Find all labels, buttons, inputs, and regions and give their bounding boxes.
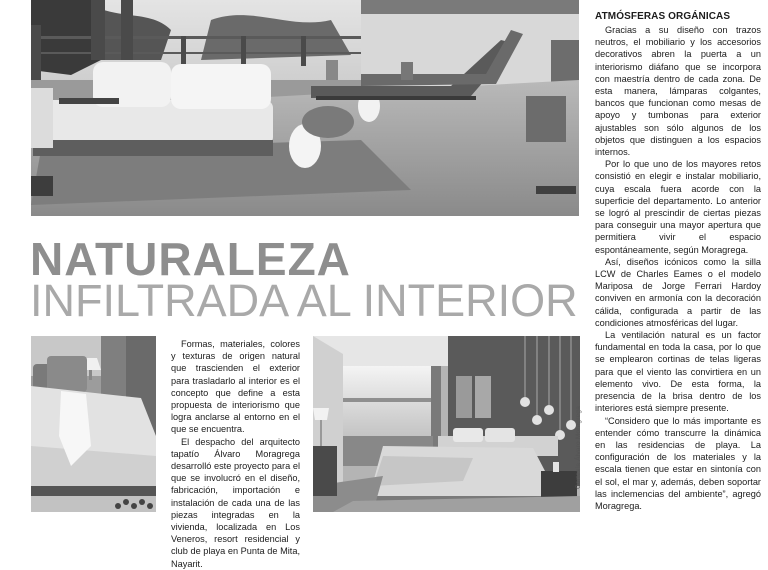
photo-credit: Cortesía Álvaro Moragrega xyxy=(575,405,582,489)
hero-photo-terrace xyxy=(31,0,579,216)
middle-paragraph-2: El despacho del arquitecto tapatío Álvaro Moragrega desarrolló este proyecto para el que se involucró en el diseño, fabricación, importación e instalación de cada una de las piezas integradas en la vivienda, localizada en Los Veneros, resort residencial y club de playa en Punta de Mita, Nayarit. xyxy=(171,436,300,569)
right-paragraph-1: Gracias a su diseño con trazos neutros, el mobiliario y los accesorios decorativos abren la puerta a un interiorismo diáfano que se incorpora con maestría dentro de cada zona. De esta manera, lámparas colgantes, bancos que funcionan como mesas de apoyo y tumbonas para exterior ajustables son sólo algunos de los objetos que distinguen a los espacios internos. xyxy=(595,25,761,158)
middle-paragraph-1: Formas, materiales, colores y texturas de origen natural que trascienden el exterior para trasladarlo al interior es el concepto que define a esta propuesta de interiorismo que logra anclarse al entorno en el que se encuentra. xyxy=(171,339,300,435)
middle-article-column xyxy=(171,338,300,570)
headline-line-1: NATURALEZA xyxy=(30,233,351,285)
section-heading: ATMÓSFERAS ORGÁNICAS xyxy=(595,11,731,22)
bedroom-photo-small xyxy=(31,336,156,512)
right-article-column xyxy=(595,10,761,512)
right-paragraph-2: Por lo que uno de los mayores retos consistió en elegir e instalar mobiliario, cuya escala fuera acorde con la superficie del departamento. Lo anterior se logró al prescindir de ciertas piezas para conseguir una mayor apertura que permitiera vivir el espacio espontáneamente, según Moragrega. xyxy=(595,159,761,255)
right-paragraph-3: Así, diseños icónicos como la silla LCW de Charles Eames o el modelo Mariposa de Jorge Ferrari Hardoy conviven en armonía con la decoración cálida, configurada a partir de las condiciones atmosféricas del lugar. xyxy=(595,256,761,328)
bedroom-photo-main xyxy=(313,336,580,512)
right-paragraph-4: La ventilación natural es un factor fundamental en toda la casa, por lo que se emplearon cortinas de telas ligeras para que el viento las convirtiera en un elemento vivo. De esta forma, la presencia de la brisa dentro de los interiores está siempre presente. xyxy=(595,330,761,414)
right-paragraph-5: “Considero que lo más importante es entender cómo transcurre la dinámica en las residencias de playa. La configuración de los materiales y la escala tienen que estar en sintonía con el sol, el mar y, además, deben soportar las inclemencias del ambiente”, agregó Moragrega. xyxy=(595,415,761,511)
headline-line-2: INFILTRADA AL INTERIOR xyxy=(30,275,578,326)
